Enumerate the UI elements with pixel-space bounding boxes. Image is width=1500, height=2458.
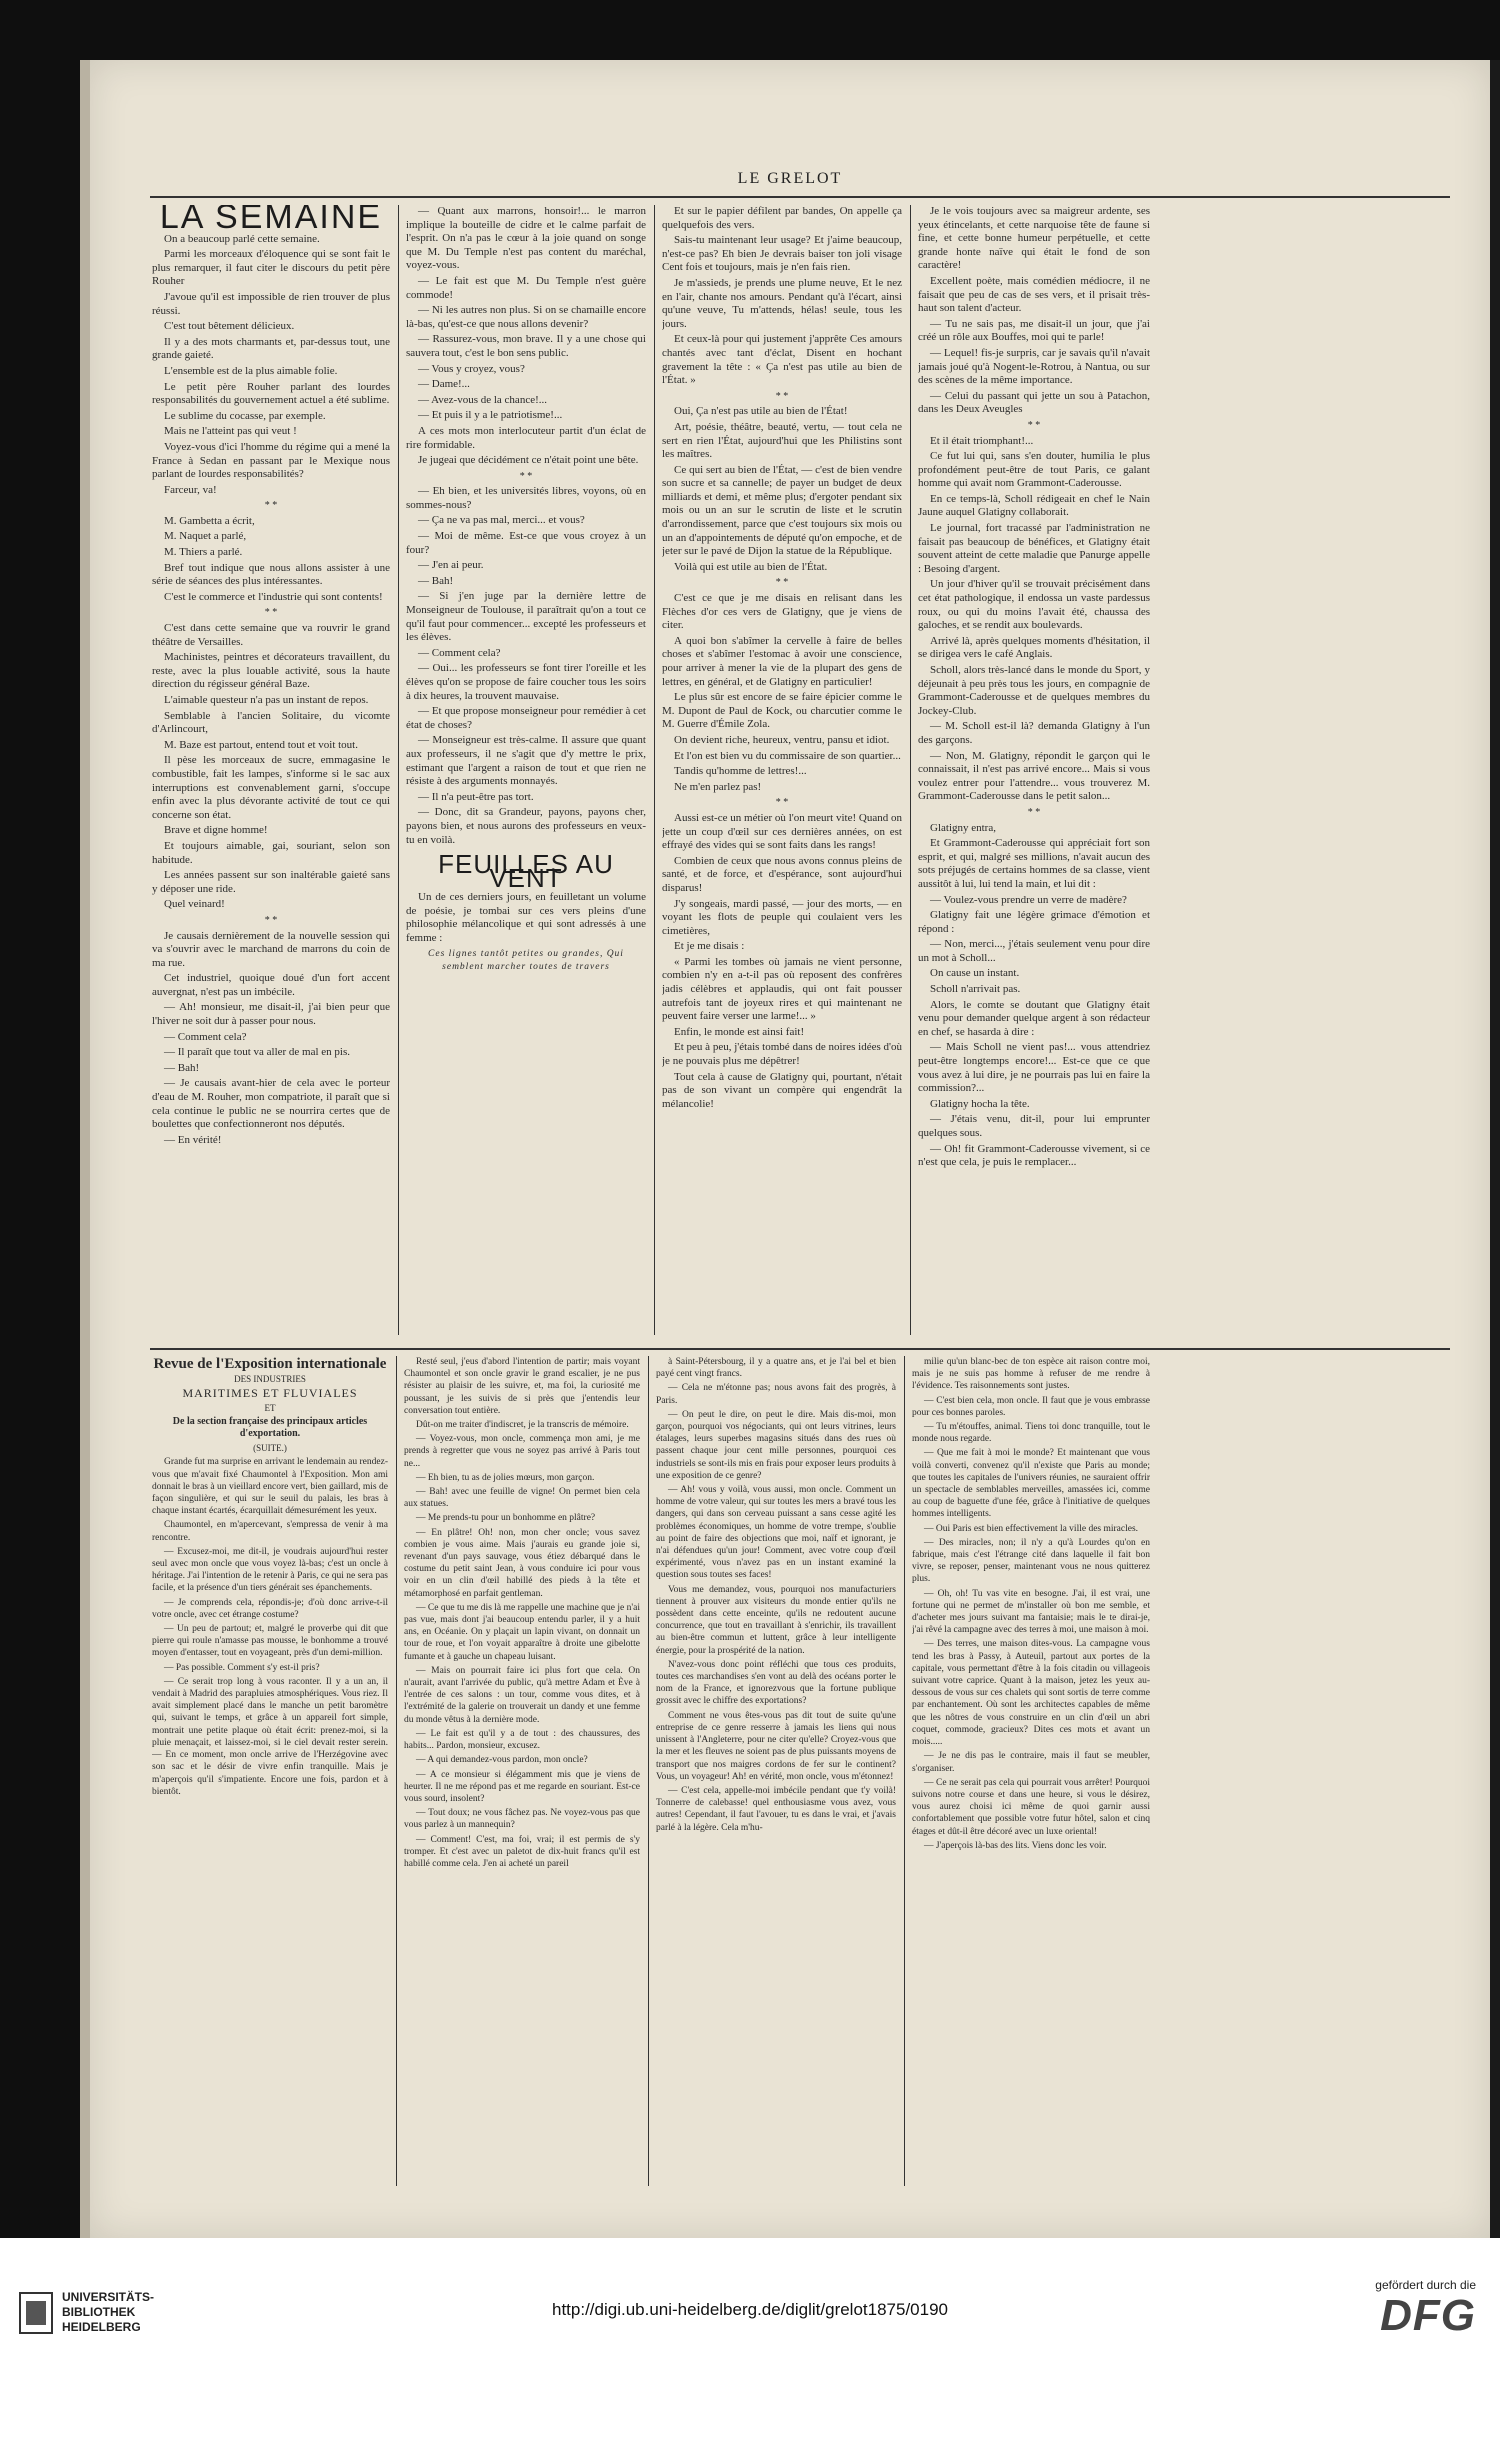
paragraph: Parmi les morceaux d'éloquence qui se sont fait le plus remarquer, il faut citer le discours du petit père Rouher <box>152 248 390 288</box>
section-separator: * * <box>264 914 278 926</box>
feuilles-column-3 <box>662 205 902 1335</box>
revue-column-1 <box>152 1356 388 2186</box>
paragraph: Scholl n'arrivait pas. <box>930 983 1021 996</box>
paragraph: — Vous y croyez, vous? <box>418 362 525 375</box>
paragraph: — C'est bien cela, mon oncle. Il faut que je vous embrasse pour ces bonnes paroles. <box>912 1395 1150 1418</box>
column-divider <box>910 205 911 1335</box>
paragraph: Machinistes, peintres et décorateurs travaillent, du reste, avec la plus louable activité, sous la haute direction du régisseur général Baze. <box>152 651 390 691</box>
dfg-logo-icon: DFG <box>1380 2291 1476 2340</box>
paragraph: Combien de ceux que nous avons connus pleins de santé, et de force, et d'espérance, sont aujourd'hui disparus! <box>662 854 902 894</box>
paragraph: — Je ne dis pas le contraire, mais il faut se meubler, s'organiser. <box>912 1751 1150 1774</box>
paragraph: — Tout doux; ne vous fâchez pas. Ne voyez-vous pas que vous parlez à un mannequin? <box>404 1808 640 1831</box>
paragraph: — Voulez-vous prendre un verre de madère? <box>930 893 1127 906</box>
newspaper-page <box>90 60 1490 2238</box>
paragraph: En ce temps-là, Scholl rédigeait en chef le Nain Jaune auquel Glatigny collaborait. <box>918 492 1150 519</box>
section-separator: * * <box>264 607 278 619</box>
paragraph: Le plus sûr est encore de se faire épicier comme le M. Dupont de Paul de Kock, ou charcutier comme le M. Guerre d'Émile Zola. <box>662 691 902 731</box>
paragraph: C'est dans cette semaine que va rouvrir le grand théâtre de Versailles. <box>152 622 390 648</box>
paragraph: — Voyez-vous, mon oncle, commença mon ami, je me prends à regretter que vous ne soyez pas arrivé à Paris tout ne... <box>404 1434 640 1469</box>
paragraph: Ce qui sert au bien de l'État, — c'est de bien vendre son sucre et sa cannelle; de payer un budget de deux milliards et demi, et même plus; d'ergoter pendant six mois ou un an sur le scrutin de liste et le scrutin d'arrondissement, parce que c'est toujours six mois ou un an d'appointements de député qu'on empoche, et de jeter sur le pavé de Dijon la statue de la République. <box>662 463 902 558</box>
paragraph: J'y songeais, mardi passé, — jour des morts, — en voyant les flots de peuple qui coulaient vers les cimetières, <box>662 897 902 937</box>
paragraph: — Comment! C'est, ma foi, vrai; il est permis de s'y tromper. Et c'est avec un paletot de dix-huit francs qu'il est habillé comme cela. J'en ai acheté un pareil <box>404 1834 640 1869</box>
paragraph: J'avoue qu'il est impossible de rien trouver de plus réussi. <box>152 290 390 317</box>
paragraph: — Bah! avec une feuille de vigne! On permet bien cela aux statues. <box>404 1487 640 1510</box>
paragraph: Le journal, fort tracassé par l'administration ne faisait pas beaucoup de bénéfices, et Glatigny était souvent atteint de cette maladie que Panurge appelle : Besoing d'argent. <box>918 522 1150 575</box>
paragraph: Quel veinard! <box>164 898 225 911</box>
paragraph: Et peu à peu, j'étais tombé dans de noires idées d'où je ne pouvais plus me dépêtrer! <box>662 1041 902 1068</box>
paragraph: Le sublime du cocasse, par exemple. <box>164 409 326 422</box>
paragraph: Aussi est-ce un métier où l'on meurt vite! Quand on jette un coup d'œil sur ces dernières années, on est effrayé des vides qui se sont faits dans les rangs! <box>662 811 902 852</box>
paragraph: Je jugeai que décidément ce n'était point une bête. <box>418 454 639 467</box>
paragraph: — Que me fait à moi le monde? Et maintenant que vous voilà converti, convenez qu'il n'existe que Paris au monde; que toutes les capitales de l'univers réunies, ne sauraient offrir un spectacle de semblables merveilles, amassées ici, comme au coup de baguette d'une fée, grâce à l'initiative de quelques hommes intelligents. <box>912 1448 1150 1520</box>
paragraph: Oui, Ça n'est pas utile au bien de l'État! <box>674 405 848 418</box>
paragraph: — Il n'a peut-être pas tort. <box>418 790 534 803</box>
paragraph: Alors, le comte se doutant que Glatigny était venu pour demander quelque argent à son rédacteur en chef, se hasarda à dire : <box>918 998 1150 1038</box>
paragraph: — Monseigneur est très-calme. Il assure que quant aux professeurs, il ne s'agit que d'y mettre le prix, estimant que l'argent a raison de tout et que rien ne résiste à des arguments monnayés. <box>406 734 646 788</box>
paragraph: — Comment cela? <box>164 1030 247 1043</box>
permalink-url[interactable]: http://digi.ub.uni-heidelberg.de/diglit/grelot1875/0190 <box>551 2300 948 2319</box>
paragraph: — A ce monsieur si élégamment mis que je viens de heurter. Il ne me répond pas et me regarde en souriant. Est-ce vous sourd, insolent? <box>404 1769 640 1804</box>
paragraph: C'est tout bêtement délicieux. <box>164 320 295 333</box>
section-separator: * * <box>264 500 278 512</box>
paragraph: — Eh bien, tu as de jolies mœurs, mon garçon. <box>416 1472 595 1483</box>
revue-title: Revue de l'Exposition internationale <box>153 1356 387 1372</box>
paragraph: C'est ce que je me disais en relisant dans les Flèches d'or ces vers de Glatigny, que je viens de citer. <box>662 592 902 632</box>
scan-edge-right <box>1490 60 1500 2238</box>
paragraph: Je m'assieds, je prends une plume neuve, Et le nez en l'air, chante nos amours. Pendant qu'à l'écart, ainsi qu'une veuve, Tu m'attends, hélas! seule, tous les jours. <box>662 276 902 330</box>
paragraph: — Bah! <box>164 1061 200 1074</box>
paragraph: — Non, M. Glatigny, répondit le garçon qui le connaissait, il n'est pas arrivé encore... Mais si vous voulez entrer pour l'attendre... vous trouverez M. Grammont-Caderousse dans le petit salon... <box>918 749 1150 803</box>
paragraph: Glatigny hocha la tête. <box>930 1097 1030 1110</box>
paragraph: Je causais dernièrement de la nouvelle session qui va s'ouvrir avec le marchand de marrons du coin de ma rue. <box>152 929 390 969</box>
column-divider <box>396 1356 397 2186</box>
paragraph: — Le fait est qu'il y a de tout : des chaussures, des habits... Pardon, monsieur, excusez. <box>404 1728 640 1752</box>
paragraph: — Des miracles, non; il n'y a qu'à Lourdes qu'on en fabrique, mais c'est l'étrange cité dans laquelle il fait bon vivre, se reposer, penser, maintenant vous ne nous quitterez plus. <box>912 1537 1150 1585</box>
column-divider <box>654 205 655 1335</box>
column-divider <box>648 1356 649 2186</box>
paragraph: — En plâtre! Oh! non, mon cher oncle; vous savez combien je vous aime. Mais j'aurais eu grande joie si, revenant d'un pays sauvage, vous étiez débarqué dans le costume du petit saint Jean, à vous conduire ici pour vous voir en un clin d'œil habillé des pieds à la tête et métamorphosé en parfait gentleman. <box>404 1527 640 1599</box>
paragraph: — Un peu de partout; et, malgré le proverbe qui dit que pierre qui roule n'amasse pas mousse, le bonhomme a trouvé moyen d'entasser, tout en voyageant, près d'un demi-million. <box>152 1624 388 1659</box>
paragraph: — Dame!... <box>418 378 470 391</box>
paragraph: — Tu ne sais pas, me disait-il un jour, que j'ai créé un rôle aux Bouffes, moi qui te parle! <box>918 317 1150 344</box>
paragraph: M. Gambetta a écrit, <box>164 514 255 527</box>
paragraph: — M. Scholl est-il là? demanda Glatigny à l'un des garçons. <box>918 720 1150 746</box>
paragraph: — Ce que tu me dis là me rappelle une machine que je n'ai pas vue, mais dont j'ai beaucoup entendu parler, il y a huit ans, en Océanie. On y plaçait un lapin vivant, on donnait un tour de roue, et l'on voyait apparaître à droite une gibelotte fumante et à gauche un chapeau luisant. <box>404 1602 640 1662</box>
section-separator: * * <box>1027 806 1041 818</box>
revue-subtitle-section: De la section française des principaux articles d'exportation. <box>172 1415 368 1440</box>
paragraph: Resté seul, j'eus d'abord l'intention de partir; mais voyant Chaumontel et son oncle gravir le grand escalier, je ne pus résister au plaisir de les suivre, et, ma foi, la curiosité me poussant, je les suivis de si près que j'entendis leur conversation tout entière. <box>404 1357 640 1416</box>
paragraph: — Oui... les professeurs se font tirer l'oreille et les élèves qu'on se propose de faire coucher tous les soirs à dix heures, la trouvent mauvaise. <box>406 662 646 702</box>
paragraph: — Tu m'étouffes, animal. Tiens toi donc tranquille, tout le monde nous regarde. <box>912 1422 1150 1445</box>
paragraph: — On peut le dire, on peut le dire. Mais dis-moi, mon garçon, pourquoi vos négociants, qui ont leurs vitrines, leurs étalages, leurs superbes magasins situés dans des rues où passent chaque jour cent mille personnes, pourquoi ces industriels se sont-ils mis en frais pour exposer leurs produits à une exposition de ce genre? <box>656 1409 896 1481</box>
paragraph: Comment ne vous êtes-vous pas dit tout de suite qu'une entreprise de ce genre resserre à jamais les liens qui nous unissent à l'Angleterre, pour ne citer qu'elle? Croyez-vous que la mer et les fleuves ne soient pas de plus puissants moyens de transport que nos maigres cordons de fer sur le continent? Vous, un voyageur! Ah! en vérité, mon oncle, vous m'étonnez! <box>656 1710 896 1782</box>
paragraph: — J'en ai peur. <box>418 559 484 572</box>
paragraph: — Comment cela? <box>418 646 501 659</box>
revue-subtitle-et: ET <box>264 1402 276 1413</box>
semaine-column-1 <box>152 205 390 1335</box>
revue-subtitle-industries: DES INDUSTRIES <box>234 1374 306 1385</box>
paragraph: Mais ne l'atteint pas qui veut ! <box>164 425 297 438</box>
page-header: LE GRELOT <box>737 170 843 187</box>
paragraph: — Mais on pourrait faire ici plus fort que cela. On n'aurait, avant l'arrivée du public, qu'à mettre Adam et Ève à l'entrée de ces salons : un tour, comme vous dites, et à l'extrémité de la galerie on trouverait un dandy et une femme du monde vêtus à la dernière mode. <box>404 1665 640 1725</box>
paragraph: Et ceux-là pour qui justement j'apprête Ces amours chantés avec tant d'éclat, Disent en hochant gravement la tête : « Ça n'est pas utile au bien de l'État. » <box>662 333 902 387</box>
section-separator: * * <box>775 577 789 589</box>
section-separator: * * <box>775 390 789 402</box>
paragraph: Vous me demandez, vous, pourquoi nos manufacturiers tiennent à prouver aux visiteurs du monde entier qu'ils ne possèdent dans cette enceinte, qu'ils ne redoutent aucune concurrence, que tout en travaillant à s'enrichir, ils travaillent au bien-être commun et luttent, grâce à leur intelligente énergie, pour la prospérité de la nation. <box>656 1584 896 1656</box>
paragraph: — Ça ne va pas mal, merci... et vous? <box>418 514 585 527</box>
paragraph: Enfin, le monde est ainsi fait! <box>674 1025 805 1038</box>
paragraph: — Mais Scholl ne vient pas!... vous attendriez peut-être longtemps encore!... Est-ce que ce que vous avez à lui dire, je ne pourrais pas lui en faire la commission?... <box>918 1041 1150 1095</box>
paragraph: — Bah! <box>418 574 454 587</box>
paragraph: Il y a des mots charmants et, par-dessus tout, une grande gaieté. <box>152 335 390 362</box>
paragraph: N'avez-vous donc point réfléchi que tous ces produits, toutes ces marchandises s'en vont au delà des océans porter le nom de la France, et ignorezvous que la fortune publique grossit avec le chiffre des exportations? <box>656 1659 896 1707</box>
revue-column-3 <box>656 1356 896 2186</box>
feuilles-title: FEUILLES AU VENT <box>438 850 614 893</box>
paragraph: — J'étais venu, dit-il, pour lui emprunter quelques sous. <box>918 1113 1150 1139</box>
paragraph: Scholl, alors très-lancé dans le monde du Sport, y déjeunait à peu près tous les jours, en compagnie de Grammont-Caderousse et de quelques membres du Jockey-Club. <box>918 664 1150 717</box>
paragraph: milie qu'un blanc-bec de ton espèce ait raison contre moi, mais je ne suis pas homme à refuser de me rendre à l'évidence. Tes raisonnements sont justes. <box>912 1357 1150 1392</box>
paragraph: Un jour d'hiver qu'il se trouvait précisément dans cet état pathologique, il endossa un vaste pardessus roux, ou qui du moins l'avait été, chaussa des galoches, et se rendit aux boulevards. <box>918 578 1150 632</box>
paragraph: — Ce serait trop long à vous raconter. Il y a un an, il vendait à Madrid des parapluies atmosphériques. Vous riez. Il avait simplement placé dans le manche un petit baromètre qui, suivant le temps, et grâce à un appareil fort simple, montrait une petite plaque où était écrit: prenez-moi, si la pluie menaçait, et laissez-moi, si le ciel devait rester serein. — En ce moment, mon oncle arrive de l'Herzégovine avec son sac et le désir de vivre enfin tranquille. Mais je m'aperçois qu'il s'impatiente. Encore une fois, pardon et à bientôt. <box>152 1676 388 1797</box>
paragraph: Et Grammont-Caderousse qui appréciait fort son esprit, et qui, malgré ses millions, n'avait aucun des sots préjugés de certains hommes de sa classe, vient aussitôt à lui, lui tend la main, et lui dit : <box>918 837 1150 890</box>
paragraph: — Eh bien, et les universités libres, voyons, où en sommes-nous? <box>406 485 646 511</box>
library-name-line1: UNIVERSITÄTS- <box>62 2290 155 2304</box>
paragraph: L'ensemble est de la plus aimable folie. <box>164 364 338 377</box>
paragraph: Les années passent sur son inaltérable gaieté sans y déposer une ride. <box>152 869 390 895</box>
paragraph: — Oh, oh! Tu vas vite en besogne. J'ai, il est vrai, une fortune qui ne permet de m'installer où bon me semble, et d'acheter mes jours suivant ma fantaisie; mais le te dirai-je, j'ai rêvé la campagne avec des terres à moi, une maison à moi. <box>912 1588 1150 1636</box>
paragraph: Excellent poète, mais comédien médiocre, il ne faisait que peu de cas de ses vers, et il prisait très-haut son talent d'acteur. <box>918 274 1150 315</box>
paragraph: Et je me disais : <box>674 940 745 953</box>
revue-subtitle-maritimes: MARITIMES ET FLUVIALES <box>182 1386 358 1401</box>
paragraph: — J'aperçois là-bas des lits. Viens donc les voir. <box>924 1840 1107 1851</box>
paragraph: A ces mots mon interlocuteur partit d'un éclat de rire formidable. <box>406 424 646 451</box>
paragraph: — Moi de même. Est-ce que vous croyez à un four? <box>406 530 646 556</box>
library-name-line3: HEIDELBERG <box>62 2320 141 2334</box>
paragraph: — Pas possible. Comment s'y est-il pris? <box>164 1662 320 1673</box>
section-rule <box>150 1348 1450 1350</box>
paragraph: C'est le commerce et l'industrie qui sont contents! <box>164 590 383 603</box>
paragraph: « Parmi les tombes où jamais ne vient personne, combien n'y en a-t-il pas où reposent des confrères jadis célèbres et applaudis, qui ont fait pousser autrefois tant de joyeux rires et qui maintenant ne peuvent faire verser une larme!... » <box>662 955 902 1023</box>
paragraph: à Saint-Pétersbourg, il y a quatre ans, et je l'ai bel et bien payé cent vingt francs. <box>656 1357 896 1380</box>
paragraph: — Il paraît que tout va aller de mal en pis. <box>164 1046 351 1059</box>
revue-column-4 <box>912 1356 1150 2186</box>
paragraph: Arrivé là, après quelques moments d'hésitation, il se dirigea vers le café Anglais. <box>918 634 1150 661</box>
paragraph: On devient riche, heureux, ventru, pansu et idiot. <box>674 733 890 746</box>
paragraph: Farceur, va! <box>164 483 217 496</box>
paragraph: A quoi bon s'abîmer la cervelle à faire de belles choses et s'abîmer l'estomac à avoir une conscience, pour arriver à mener la vie de la plupart des gens de lettres, en général, et de Glatigny en particulier! <box>662 634 902 688</box>
paragraph: — Des terres, une maison dites-vous. La campagne vous tend les bras à Passy, à Auteuil, partout aux portes de la capitale, vous permettant d'être à la fois citadin ou villageois suivant votre caprice. Quant à la maison, jetez les yeux au-dessous de vous sur ces chalets qui sont sortis de terre comme par enchantement. Où sont les architectes capables de même que les nôtres de vous construire en un clin d'œil un abri coquet, commode, gracieux? Dites ces mots et avant un mois..... <box>912 1639 1150 1748</box>
scan-edge-left <box>80 60 90 2238</box>
semaine-column-2 <box>406 205 646 845</box>
paragraph: — Avez-vous de la chance!... <box>418 393 547 406</box>
paragraph: — Excusez-moi, me dit-il, je voudrais aujourd'hui rester seul avec mon oncle que vous voyez là-bas; c'est un oncle à héritage. J'ai l'intention de le retenir à Paris, ce qui ne sera pas facile, et la présence d'un tiers générait ses épanchements. <box>152 1546 388 1594</box>
paragraph: Je le vois toujours avec sa maigreur ardente, ses yeux étincelants, et cette narquoise tête de faune si fine, et cette bonne humeur perpétuelle, et cette grande honte naïve qui était le fond de son caractère! <box>918 205 1150 272</box>
paragraph: — A qui demandez-vous pardon, mon oncle? <box>416 1755 588 1766</box>
paragraph: On a beaucoup parlé cette semaine. <box>164 232 320 245</box>
paragraph: Chaumontel, en m'apercevant, s'empressa de venir à ma rencontre. <box>152 1520 388 1543</box>
paragraph: — Ce ne serait pas cela qui pourrait vous arrêter! Pourquoi suivons notre course et dans une heure, si vous le désirez, vous aurez choisi ici même de quoi garnir aussi confortablement que possible votre futur hôtel, salon et cinq étages et dût-il être décoré avec un luxe oriental! <box>912 1777 1150 1837</box>
library-name-line2: BIBLIOTHEK <box>62 2305 136 2319</box>
paragraph: Grande fut ma surprise en arrivant le lendemain au rendez-vous que m'avait fixé Chaumontel à l'Exposition. Mon ami donnait le bras à un vieillard encore vert, bien gaillard, mis de façon singulière, et qui sur le seuil du palais, les bras à chaque instant écartés, écarquillait démesurément les yeux. <box>152 1457 388 1517</box>
paragraph: Tandis qu'homme de lettres!... <box>674 765 807 778</box>
paragraph: — Je comprends cela, répondis-je; d'où donc arrive-t-il votre oncle, avec cet étrange costume? <box>152 1597 388 1620</box>
paragraph: — Non, merci..., j'étais seulement venu pour dire un mot à Scholl... <box>918 938 1150 964</box>
paragraph: Semblable à l'ancien Solitaire, du vicomte d'Arlincourt, <box>152 709 390 736</box>
paragraph: Et sur le papier défilent par bandes, On appelle ça quelquefois des vers. <box>662 205 902 231</box>
paragraph: Dût-on me traiter d'indiscret, je la transcris de mémoire. <box>416 1420 629 1431</box>
paragraph: — Me prends-tu pour un bonhomme en plâtre? <box>416 1513 596 1524</box>
paragraph: — Rassurez-vous, mon brave. Il y a une chose qui sauvera tout, c'est le bon sens public. <box>406 333 646 359</box>
paragraph: M. Thiers a parlé. <box>164 546 243 559</box>
funding-logo <box>1375 2278 1476 2340</box>
paragraph: Glatigny fait une légère grimace d'émotion et répond : <box>918 909 1150 935</box>
paragraph: — Le fait est que M. Du Temple n'est guère commode! <box>406 274 646 301</box>
paragraph: Voyez-vous d'ici l'homme du régime qui a mené la France à Sedan en passant par le Mexique nous parlant de lourdes responsabilités? <box>152 440 390 481</box>
paragraph: On cause un instant. <box>930 967 1020 980</box>
semaine-title: LA SEMAINE <box>159 205 383 236</box>
paragraph: Et il était triomphant!... <box>930 434 1034 447</box>
paragraph: Sais-tu maintenant leur usage? Et j'aime beaucoup, n'est-ce pas? Eh bien Je devrais baiser ton joli visage Cent fois et toujours, mais je n'en fais rien. <box>662 234 902 274</box>
paragraph: — Ah! monsieur, me disait-il, j'ai bien peur que l'hiver ne soit dur à passer pour nous. <box>152 1001 390 1028</box>
paragraph: — Cela ne m'étonne pas; nous avons fait des progrès, à Paris. <box>656 1383 896 1406</box>
header-rule <box>150 196 1450 198</box>
paragraph: Glatigny entra, <box>930 821 996 834</box>
revue-suite: (SUITE.) <box>253 1443 287 1454</box>
paragraph: Ne m'en parlez pas! <box>674 780 762 793</box>
feuilles-column-4 <box>918 205 1150 1335</box>
paragraph: Ce fut lui qui, sans s'en douter, humilia le plus profondément peut-être de tout Paris, ce galant homme qui avait nom Grammont-Caderousse. <box>918 450 1150 490</box>
paragraph: Cet industriel, quoique doué d'un fort accent auvergnat, n'est pas un imbécile. <box>152 972 390 998</box>
section-separator: * * <box>519 470 533 482</box>
paragraph: L'aimable questeur n'a pas un instant de repos. <box>164 694 369 706</box>
paragraph: M. Baze est partout, entend tout et voit tout. <box>164 738 358 751</box>
paragraph: — C'est cela, appelle-moi imbécile pendant que t'y voilà! Tonnerre de calebasse! quel enthousiasme vous avez, vous autres! Cependant, il faut l'avouer, tu es dans le vrai, et j'avais parlé à la légère. Cela m'hu- <box>656 1785 896 1833</box>
section-separator: * * <box>1027 419 1041 431</box>
digitization-footer <box>0 2238 1500 2458</box>
paragraph: Et toujours aimable, gai, souriant, selon son habitude. <box>152 839 390 866</box>
paragraph: Il pèse les morceaux de sucre, emmagasine le combustible, fait les lampes, s'informe si le sac aux interruptions est convenablement garni, s'occupe enfin avec la plus dévorante activité de tout ce qui concerne son état. <box>152 754 390 821</box>
paragraph: Voilà qui est utile au bien de l'État. <box>674 560 828 573</box>
paragraph: — Oh! fit Grammont-Caderousse vivement, si ce n'est que cela, je puis le remplacer... <box>918 1142 1150 1169</box>
column-divider <box>904 1356 905 2186</box>
paragraph: — Ni les autres non plus. Si on se chamaille encore là-bas, qu'est-ce que nous allons devenir? <box>406 304 646 330</box>
revue-column-2 <box>404 1356 640 2186</box>
column-divider <box>398 205 399 1335</box>
paragraph: M. Naquet a parlé, <box>164 530 247 543</box>
paragraph: Art, poésie, théâtre, beauté, vertu, — tout cela ne sert en rien l'État, aujourd'hui que les Philistins sont les maîtres. <box>662 420 902 461</box>
paragraph: — Je causais avant-hier de cela avec le porteur d'eau de M. Rouher, mon compatriote, il paraît que si cela continue le public ne se nourrira certes que de boulettes que confectionneront nos députés. <box>152 1077 390 1131</box>
feuilles-verse: Ces lignes tantôt petites ou grandes, Qui semblent marcher toutes de travers <box>428 948 624 973</box>
paragraph: — Oui Paris est bien effectivement la ville des miracles. <box>924 1523 1139 1534</box>
paragraph: Et l'on est bien vu du commissaire de son quartier... <box>674 749 901 762</box>
paragraph: — En vérité! <box>164 1133 222 1146</box>
paragraph: Bref tout indique que nous allons assister à une série de séances des plus intéressantes. <box>152 561 390 588</box>
feuilles-intro: Un de ces derniers jours, en feuilletant un volume de poésie, je tombai sur ces vers pleins d'une philosophie mélancolique et qui sont adressés à une femme : <box>406 891 646 944</box>
paragraph: — Lequel! fis-je surpris, car je savais qu'il n'avait jamais joué qu'à Nogent-le-Rotrou, à Nantua, ou sur des scènes de la même importance. <box>918 346 1150 387</box>
paragraph: — Et que propose monseigneur pour remédier à cet état de choses? <box>406 705 646 731</box>
feuilles-column-start <box>406 850 646 1335</box>
paragraph: — Et puis il y a le patriotisme!... <box>418 409 563 422</box>
paragraph: Brave et digne homme! <box>164 824 268 837</box>
funded-by-caption: gefördert durch die <box>1375 2278 1476 2292</box>
paragraph: — Ah! vous y voilà, vous aussi, mon oncle. Comment un homme de votre valeur, qui sur toutes les mers a bravé tous les dangers, qui dans son cerveau puissant a sans cesse agité les problèmes économiques, un homme de votre trempe, s'oublie au point de faire des objections que moi, naïf et ignorant, je n'ai défendues qu'un jour! Comment, avec votre coup d'œil expérimenté, vous n'avez pas en un instant examiné la question sous toutes ses faces! <box>656 1485 896 1581</box>
paragraph: — Celui du passant qui jette un sou à Patachon, dans les Deux Aveugles <box>918 389 1150 416</box>
paragraph: — Si j'en juge par la dernière lettre de Monseigneur de Toulouse, il paraîtrait qu'on a tout ce qu'il faut pour commencer... excepté les professeurs et les élèves. <box>406 590 646 644</box>
paragraph: — Quant aux marrons, honsoir!... le marron implique la bouteille de cidre et le calme parfait de l'esprit. On n'a pas le cœur à la joie quand on songe que M. Du Temple n'est pas content du maréchal, voyez-vous. <box>406 205 646 272</box>
paragraph: Le petit père Rouher parlant des lourdes responsabilités du gouvernement actuel a été sublime. <box>152 380 390 407</box>
paragraph: Tout cela à cause de Glatigny qui, pourtant, n'était pas de son vivant un compère qui engendrât la mélancolie! <box>662 1070 902 1110</box>
paragraph: — Donc, dit sa Grandeur, payons, payons cher, payons bien, et nous aurons des professeurs en veux-tu en voilà. <box>406 806 646 845</box>
section-separator: * * <box>775 797 789 809</box>
